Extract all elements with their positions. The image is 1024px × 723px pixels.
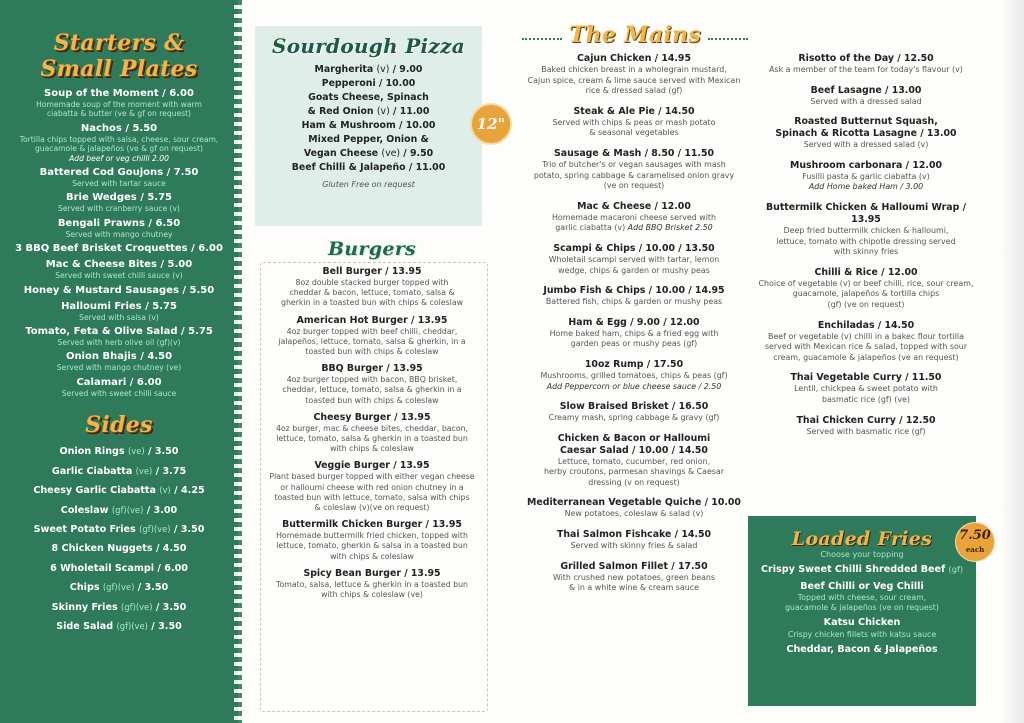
pizza-line-text: Pepperoni / 10.00: [321, 78, 416, 89]
main-name: Cajun Chicken / 14.95: [577, 53, 691, 64]
main-item: [752, 202, 980, 258]
main-item: [752, 372, 980, 405]
starter-item: [0, 123, 238, 163]
main-desc: Served with a dressed salad (v): [803, 140, 929, 150]
starter-desc: Served with cranberry sauce (v): [58, 204, 180, 214]
main-desc: Baked chicken breast in a wholegrain mustard,: [541, 65, 727, 74]
main-item: [752, 85, 980, 108]
main-desc: wedge, chips & garden or mushy peas: [558, 265, 710, 275]
main-desc: Homemade macaroni cheese served with: [551, 212, 716, 222]
main-item: [518, 359, 750, 392]
main-item: [518, 401, 750, 424]
burger-desc: toasted bun with chips & coleslaw: [305, 395, 439, 405]
main-item: [518, 561, 750, 594]
side-name: Garlic Ciabatta: [51, 465, 133, 477]
loaded-item-desc: guacamole & jalapeños (ve on request): [785, 603, 939, 613]
loaded-item-text: Cheddar, Bacon & Jalapeños: [786, 643, 938, 655]
pizza-line-text: Beef Chilli & Jalapeño / 11.00: [291, 162, 446, 173]
main-desc: Lentil, chickpea & sweet potato with: [794, 384, 938, 394]
pizza-line-text: Goats Cheese, Spinach: [308, 92, 429, 103]
side-diet-tag: (gf)(ve): [116, 620, 148, 631]
starter-name: Brie Wedges / 5.75: [65, 192, 173, 204]
main-name: Thai Vegetable Curry / 11.50: [790, 372, 942, 384]
loaded-item-text: Crispy Sweet Chilli Shredded Beef: [760, 564, 949, 575]
side-item: [0, 462, 238, 481]
side-name: Side Salad: [56, 620, 114, 632]
side-diet-tag: (gf)(ve): [139, 523, 171, 534]
burger-item: [256, 519, 488, 562]
starter-name: Tomato, Feta & Olive Salad / 5.75: [25, 326, 213, 338]
burger-desc: toasted bun with chips & coleslaw: [305, 347, 439, 357]
side-name: 6 Wholetail Scampi: [50, 562, 155, 574]
main-desc: dressing (v on request): [588, 477, 680, 487]
loaded-fries-panel: [748, 516, 976, 706]
starters-title: [0, 30, 238, 82]
loaded-fries-price-badge: [955, 522, 995, 562]
side-price: / 3.50: [147, 446, 179, 458]
burger-name: Bell Burger / 13.95: [322, 266, 422, 277]
starter-name: Mac & Cheese Bites / 5.00: [45, 259, 193, 271]
loaded-diet-tag: (gf): [948, 564, 964, 574]
main-name: Jumbo Fish & Chips / 10.00 / 14.95: [543, 285, 725, 297]
main-item: [752, 267, 980, 311]
main-name: Chilli & Rice / 12.00: [814, 266, 918, 278]
pizza-line-text: Mixed Pepper, Onion &: [308, 134, 429, 145]
side-name: Sweet Potato Fries: [33, 523, 136, 535]
burger-desc: 4oz burger topped with bacon, BBQ brisket,: [286, 375, 458, 385]
main-name: Sausage & Mash / 8.50 / 11.50: [553, 147, 715, 159]
pizza-line-text: Ham & Mushroom / 10.00: [301, 120, 436, 131]
pizza-line: [255, 119, 482, 133]
starter-item: [0, 285, 238, 297]
side-price: / 3.50: [151, 620, 182, 632]
main-desc: Fusilli pasta & garlic ciabatta (v): [802, 171, 930, 181]
main-desc: (ve on request): [603, 181, 665, 191]
starter-desc: Served with mango chutney (ve): [56, 363, 182, 373]
starter-name: Onion Bhajis / 4.50: [65, 351, 173, 363]
pizza-line: [255, 63, 482, 77]
main-item: [518, 243, 750, 276]
main-desc: Deep fried buttermilk chicken & halloumi,: [783, 225, 949, 235]
main-item: [518, 53, 750, 97]
side-price: / 3.50: [155, 601, 187, 613]
starter-name: Calamari / 6.00: [76, 376, 162, 388]
burger-desc: Plant based burger topped with either vegan cheese: [269, 472, 475, 482]
loaded-item-desc: Crispy chicken fillets with katsu sauce: [787, 629, 937, 639]
main-name: Mediterranean Vegetable Quiche / 10.00: [527, 497, 741, 509]
starter-item: [0, 218, 238, 239]
burger-list: [256, 266, 488, 600]
main-desc: Cajun spice, cream & lime sauce served with Mexican: [527, 75, 741, 85]
main-desc: guacamole, jalapeños & tortilla chips: [792, 289, 940, 299]
sides-title: Sides: [85, 412, 153, 439]
main-name: Thai Salmon Fishcake / 14.50: [556, 529, 711, 541]
burger-item: [256, 460, 488, 513]
burger-name: Buttermilk Chicken Burger / 13.95: [282, 519, 462, 531]
starter-name: Honey & Mustard Sausages / 5.50: [23, 284, 215, 296]
main-item: [518, 106, 750, 139]
badge-price: 7.50: [959, 528, 991, 543]
main-item: [518, 433, 750, 489]
main-name: Enchiladas / 14.50: [817, 319, 915, 331]
pizza-line-text: Margherita: [314, 64, 377, 75]
side-name: 8 Chicken Nuggets: [51, 543, 153, 555]
pizza-line: [255, 77, 482, 91]
loaded-item: [748, 580, 976, 614]
main-item: [518, 529, 750, 552]
burger-name: American Hot Burger / 13.95: [296, 314, 448, 326]
loaded-item-text: Beef Chilli or Veg Chilli: [800, 580, 924, 592]
burger-desc: lettuce, tomato, gherkin & salsa in a toasted bun: [276, 541, 468, 551]
loaded-item: [748, 643, 976, 657]
main-name: Chicken & Bacon or Halloumi: [557, 432, 711, 444]
pizza-panel: [255, 26, 482, 226]
side-price: / 3.50: [137, 582, 169, 594]
burger-desc: cheddar & bacon, lettuce, tomato, salsa &: [289, 288, 455, 298]
main-name-2: Caesar Salad / 10.00 / 14.50: [560, 444, 708, 456]
loaded-item: [748, 563, 976, 577]
main-name: Thai Chicken Curry / 12.50: [796, 414, 936, 426]
pizza-line: [255, 133, 482, 147]
burger-desc: 4oz burger topped with beef chilli, cheddar,: [286, 326, 458, 336]
pizza-diet-tag: (v): [376, 106, 390, 117]
page-edge-shadow: [1000, 0, 1024, 723]
main-desc: lettuce, tomato with chipotle dressing served: [776, 236, 956, 246]
main-name: Risotto of the Day / 12.50: [798, 53, 934, 64]
main-name: Mushroom carbonara / 12.00: [789, 159, 942, 171]
loaded-item-name: [748, 616, 976, 630]
side-item: [0, 520, 238, 539]
burger-name: Veggie Burger / 13.95: [314, 460, 430, 472]
pizza-note: Gluten Free on request: [322, 180, 415, 189]
side-item: [0, 539, 238, 558]
main-desc: & seasonal vegetables: [589, 128, 679, 138]
burger-name: Cheesy Burger / 13.95: [313, 411, 431, 423]
main-desc: garden peas or mushy peas (gf): [570, 339, 698, 349]
main-desc: herby croutons, parmesan shavings & Caesar: [543, 467, 724, 477]
pizza-line: [255, 91, 482, 105]
main-name-2: Spinach & Ricotta Lasagne / 13.00: [775, 128, 957, 140]
main-note: Add BBQ Brisket 2.50: [625, 223, 713, 233]
starter-item: [0, 351, 238, 372]
starter-item: [0, 259, 238, 280]
main-item: [752, 415, 980, 438]
main-name: Slow Braised Brisket / 16.50: [559, 401, 709, 413]
starter-item: [0, 326, 238, 347]
pizza-size-badge: 12": [470, 103, 512, 145]
main-desc: With crushed new potatoes, green beans: [552, 572, 716, 582]
starter-name: Bengali Prawns / 6.50: [57, 217, 181, 229]
burger-item: [256, 315, 488, 358]
loaded-item-text: Katsu Chicken: [823, 617, 901, 629]
main-note: Add Peppercorn or blue cheese sauce / 2.50: [546, 381, 722, 391]
main-desc: & in a white wine & cream sauce: [569, 583, 699, 593]
main-desc: basmatic rice (gf) (ve): [822, 394, 910, 404]
starter-item: [0, 167, 238, 188]
pizza-list: [255, 63, 482, 175]
burger-name: BBQ Burger / 13.95: [321, 363, 423, 375]
loaded-item-name: [748, 643, 976, 657]
burger-desc: with chips & coleslaw: [330, 551, 414, 561]
main-desc: rice & dressed salad (gf): [585, 86, 683, 96]
main-item: [518, 317, 750, 350]
side-price: / 6.00: [157, 562, 188, 574]
burger-item: [256, 266, 488, 309]
starter-name: Nachos / 5.50: [80, 122, 158, 134]
side-name: Cheesy Garlic Ciabatta: [33, 485, 156, 497]
side-price: / 4.50: [155, 543, 187, 555]
main-desc: Served with a dressed salad: [810, 96, 922, 106]
starters-title-line1: Starters &: [53, 30, 185, 56]
main-name: Roasted Butternut Squash,: [794, 116, 938, 128]
pizza-line-price: / 11.00: [389, 106, 430, 117]
burgers-title: Burgers: [327, 238, 417, 260]
badge-each: each: [965, 545, 985, 554]
main-desc: Lettuce, tomato, cucumber, red onion,: [557, 456, 711, 466]
starters-list: [0, 88, 238, 398]
main-name: Beef Lasagne / 13.00: [810, 84, 922, 96]
starter-name: Halloumi Fries / 5.75: [61, 300, 177, 312]
burger-desc: toasted bun with lettuce, tomato, salsa with chips: [274, 492, 470, 502]
side-item: [0, 481, 238, 500]
pizza-line-text: & Red Onion: [307, 106, 377, 117]
side-price: / 3.50: [173, 523, 205, 535]
mains-title: The Mains: [568, 22, 702, 48]
sides-list: [0, 442, 238, 636]
main-desc: Battered fish, chips & garden or mushy peas: [545, 297, 723, 307]
main-desc: Wholetail scampi served with tartar, lemon: [548, 254, 720, 264]
loaded-fries-title: Loaded Fries: [791, 528, 933, 550]
side-diet-tag: (v): [159, 485, 171, 496]
main-name: Steak & Ale Pie / 14.50: [573, 105, 695, 117]
burger-desc: Homemade buttermilk fried chicken, topped with: [276, 531, 468, 541]
main-item: [752, 116, 980, 151]
starter-item: [0, 88, 238, 119]
starter-desc: Served with salsa (v): [79, 312, 159, 322]
starter-desc-2: guacamole & jalapeños (ve & gf on request): [34, 144, 204, 154]
starter-desc: Served with sweet chilli sauce (v): [55, 271, 183, 281]
starters-panel: [0, 0, 238, 723]
loaded-fries-subtitle: Choose your topping: [820, 550, 904, 559]
burger-desc: cheddar, lettuce, tomato, salsa & gherkin in a: [282, 385, 462, 395]
burger-item: [256, 568, 488, 600]
burgers-panel: [256, 238, 488, 600]
main-item: [752, 160, 980, 193]
main-desc: (gf) (ve on request): [827, 299, 905, 309]
burger-desc: with chips & coleslaw: [330, 444, 414, 454]
main-desc: Ask a member of the team for today's flavour (v): [769, 65, 963, 74]
main-item: [752, 320, 980, 364]
main-desc: Choice of vegetable (v) or beef chilli, rice, sour cream,: [758, 278, 974, 288]
main-name: Buttermilk Chicken & Halloumi Wrap / 13.95: [766, 201, 966, 225]
main-name: Grilled Salmon Fillet / 17.50: [560, 560, 708, 572]
burger-desc: with chips & coleslaw (ve): [321, 590, 423, 600]
main-item: [518, 201, 750, 234]
mains-header: [520, 22, 750, 48]
pizza-line-text: Vegan Cheese: [303, 148, 382, 159]
pizza-line: [255, 161, 482, 175]
starter-name: Soup of the Moment / 6.00: [44, 88, 194, 99]
starter-desc: Served with sweet chilli sauce: [61, 388, 177, 398]
main-desc: Home baked ham, chips & a fried egg with: [549, 328, 719, 338]
pizza-line: [255, 147, 482, 161]
pizza-title: Sourdough Pizza: [271, 34, 466, 58]
burger-desc: & coleslaw (v)(ve on request): [314, 503, 430, 513]
side-name: Skinny Fries: [51, 601, 118, 613]
starter-desc: Tortilla chips topped with salsa, cheese, sour cream,: [19, 134, 219, 144]
pizza-line-price: / 9.00: [389, 64, 423, 75]
starter-desc: Served with herb olive oil (gf)(v): [57, 338, 181, 348]
starter-desc: Homemade soup of the moment with warm: [36, 100, 202, 109]
main-desc: New potatoes, coleslaw & salad (v): [564, 509, 704, 519]
pizza-diet-tag: (v): [376, 64, 390, 75]
burger-name: Spicy Bean Burger / 13.95: [303, 567, 441, 579]
loaded-item-name: [748, 580, 976, 594]
mains-column-2: [752, 53, 980, 446]
main-note: Add Home baked Ham / 3.00: [808, 182, 924, 192]
starter-item: [0, 192, 238, 213]
starter-item: [0, 377, 238, 398]
side-item: [0, 501, 238, 520]
main-item: [518, 148, 750, 192]
pizza-line-price: / 9.50: [400, 148, 434, 159]
main-name: Mac & Cheese / 12.00: [577, 200, 691, 212]
side-item: [0, 598, 238, 617]
starter-name: Battered Cod Goujons / 7.50: [39, 167, 199, 179]
side-diet-tag: (gf)(ve): [111, 504, 144, 515]
side-diet-tag: (ve): [135, 465, 153, 476]
side-item: [0, 617, 238, 636]
side-diet-tag: (ve): [127, 446, 145, 457]
pizza-line: [255, 105, 482, 119]
burger-desc: gherkin in a toasted bun with chips & coleslaw: [281, 298, 463, 308]
side-price: / 3.00: [146, 504, 178, 516]
side-name: Coleslaw: [60, 504, 109, 516]
starter-desc: Served with mango chutney: [65, 229, 173, 239]
loaded-item-desc: Topped with cheese, sour cream,: [797, 593, 927, 603]
starter-item: [0, 243, 238, 255]
main-item: [752, 53, 980, 76]
loaded-item: [748, 616, 976, 640]
main-desc: potato, spring cabbage & caramelised onion gravy: [533, 170, 735, 180]
burger-desc: Tomato, salsa, lettuce & gherkin in a toasted bun: [276, 579, 468, 589]
starter-desc-2: ciabatta & butter (ve & gf on request): [46, 109, 192, 119]
starter-name: 3 BBQ Beef Brisket Croquettes / 6.00: [15, 243, 223, 255]
burger-desc: lettuce, tomato, salsa & gherkin in a toasted bun: [276, 434, 468, 444]
main-desc: Creamy mash, spring cabbage & gravy (gf): [548, 413, 720, 423]
starter-note: Add beef or veg chilli 2.00: [69, 153, 169, 163]
starter-desc: Served with tartar sauce: [72, 179, 166, 189]
burger-desc: 4oz burger, mac & cheese bites, cheddar, bacon,: [275, 423, 469, 433]
burger-desc: jalapeños, lettuce, tomato, salsa & gherkin, in a: [278, 336, 466, 346]
burger-desc: or halloumi cheese with red onion chutney in a: [280, 482, 464, 492]
main-desc: Trio of butcher's or vegan sausages with mash: [542, 159, 726, 169]
main-name: 10oz Rump / 17.50: [584, 358, 684, 370]
starter-item: [0, 301, 238, 322]
burger-desc: 8oz double stacked burger topped with: [295, 278, 449, 287]
side-diet-tag: (gf)(ve): [121, 601, 153, 612]
main-desc: Mushrooms, grilled tomatoes, chips & peas (gf): [540, 370, 728, 380]
side-price: / 4.25: [174, 485, 205, 497]
main-item: [518, 285, 750, 308]
sides-section: [0, 412, 238, 636]
main-desc: cream, guacamole & jalapeños (ve an request): [773, 352, 959, 362]
side-item: [0, 442, 238, 461]
main-desc-part: garlic ciabatta (v): [555, 223, 626, 233]
mains-column-1: [518, 53, 750, 603]
loaded-item-name: [748, 563, 976, 577]
pizza-diet-tag: (ve): [381, 148, 401, 159]
main-desc: Beef or vegetable (v) chilli in a bakec flour tortilla: [768, 331, 964, 341]
main-desc: Served with skinny fries & salad: [570, 541, 698, 551]
side-item: [0, 578, 238, 597]
side-item: [0, 559, 238, 578]
main-desc: Served with basmatic rice (gf): [806, 426, 926, 436]
main-desc-mixed: [518, 223, 750, 234]
starters-title-line2: Small Plates: [40, 56, 198, 82]
side-name: Chips: [69, 582, 100, 594]
loaded-fries-list: [748, 563, 976, 656]
side-name: Onion Rings: [59, 446, 125, 458]
burger-item: [256, 412, 488, 455]
main-name: Ham & Egg / 9.00 / 12.00: [568, 316, 700, 328]
burger-item: [256, 363, 488, 406]
side-diet-tag: (gf)(ve): [102, 582, 135, 593]
side-price: / 3.75: [155, 465, 187, 477]
main-desc: with skinny fries: [833, 247, 899, 257]
main-name: Scampi & Chips / 10.00 / 13.50: [553, 242, 715, 254]
main-desc: served with Mexican rice & salad, topped with sour: [764, 342, 968, 352]
main-desc: Served with chips & peas or mash potato: [552, 117, 716, 127]
main-item: [518, 497, 750, 520]
